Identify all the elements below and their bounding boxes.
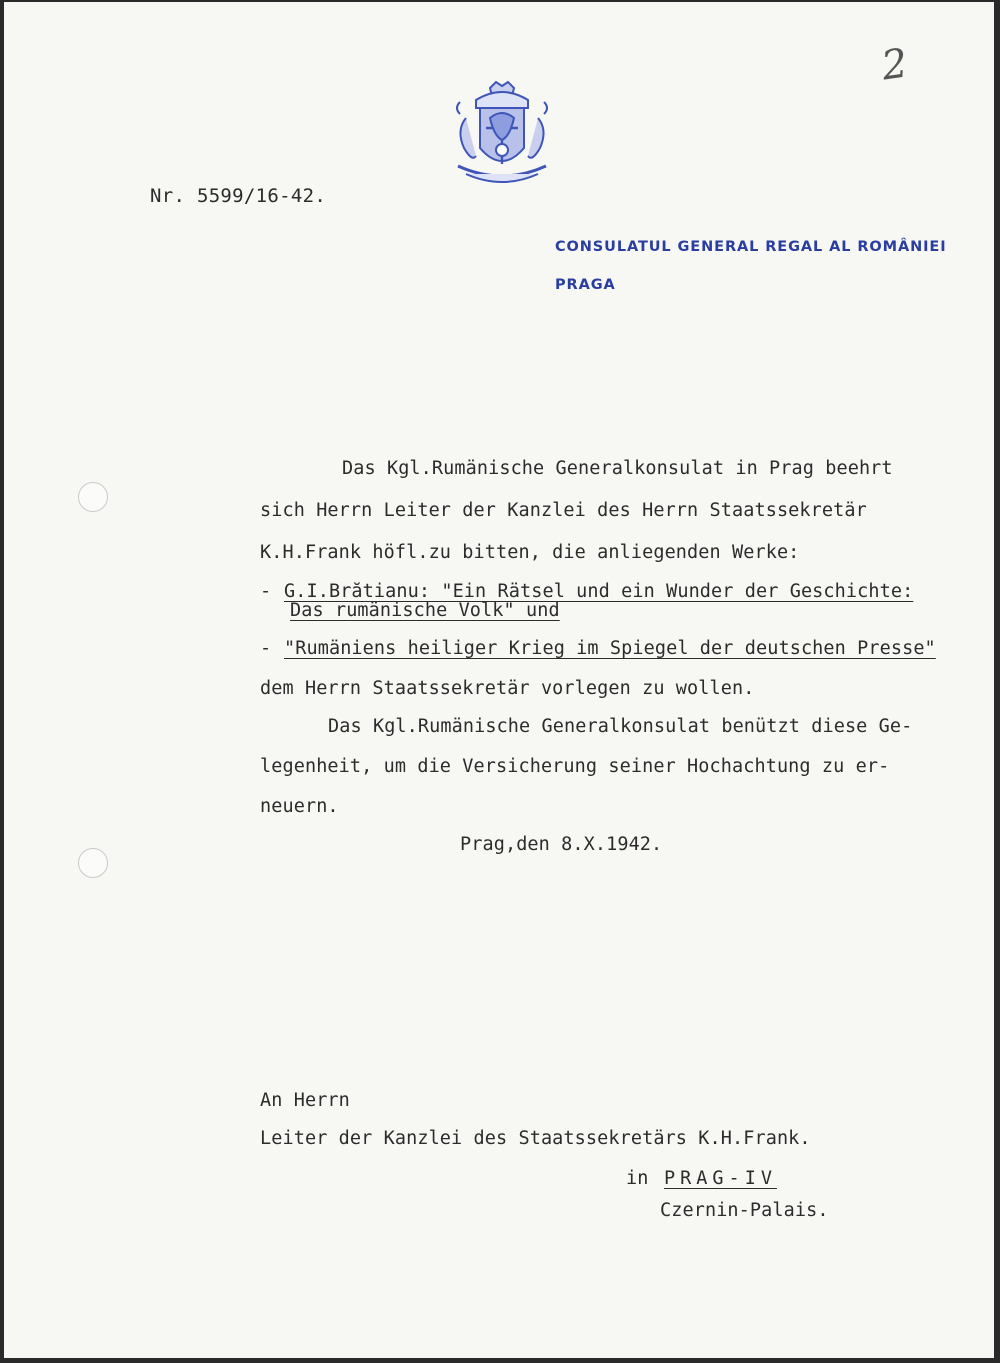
address-prefix: in bbox=[626, 1168, 649, 1189]
work-title-1: G.I.Brătianu: "Ein Rätsel und ein Wunder der Geschichte: bbox=[284, 581, 914, 602]
address-city: PRAG-IV bbox=[664, 1168, 777, 1189]
body-line: legenheit, um die Versicherung seiner Hochachtung zu er- bbox=[260, 756, 890, 777]
address-line: Leiter der Kanzlei des Staatssekretärs K.H.Frank. bbox=[260, 1128, 811, 1149]
list-dash: - bbox=[260, 581, 272, 602]
consulate-letterhead bbox=[555, 228, 947, 304]
handwritten-page-number: 2 bbox=[878, 40, 911, 90]
work-title-1-cont: Das rumänische Volk" und bbox=[290, 600, 560, 621]
letterhead-city: PRAGA bbox=[555, 277, 616, 293]
body-line: dem Herrn Staatssekretär vorlegen zu wollen. bbox=[260, 678, 755, 699]
reference-number: Nr. 5599/16-42. bbox=[150, 185, 327, 207]
body-line: Das Kgl.Rumänische Generalkonsulat benützt diese Ge- bbox=[328, 716, 913, 737]
punch-hole bbox=[78, 482, 108, 512]
royal-crest-seal bbox=[446, 78, 558, 192]
body-line: sich Herrn Leiter der Kanzlei des Herrn Staatssekretär bbox=[260, 500, 867, 521]
body-line: K.H.Frank höfl.zu bitten, die anliegenden Werke: bbox=[260, 542, 800, 563]
list-dash: - bbox=[260, 638, 272, 659]
work-title-2: "Rumäniens heiliger Krieg im Spiegel der deutschen Presse" bbox=[284, 638, 936, 659]
document-page bbox=[4, 2, 994, 1358]
body-line: neuern. bbox=[260, 796, 339, 817]
address-line: Czernin-Palais. bbox=[660, 1200, 829, 1221]
letterhead-title: CONSULATUL GENERAL REGAL AL ROMÂNIEI bbox=[555, 239, 947, 255]
punch-hole bbox=[78, 848, 108, 878]
address-line: An Herrn bbox=[260, 1090, 350, 1111]
letter-date: Prag,den 8.X.1942. bbox=[460, 834, 663, 855]
body-line: Das Kgl.Rumänische Generalkonsulat in Prag beehrt bbox=[342, 458, 893, 479]
